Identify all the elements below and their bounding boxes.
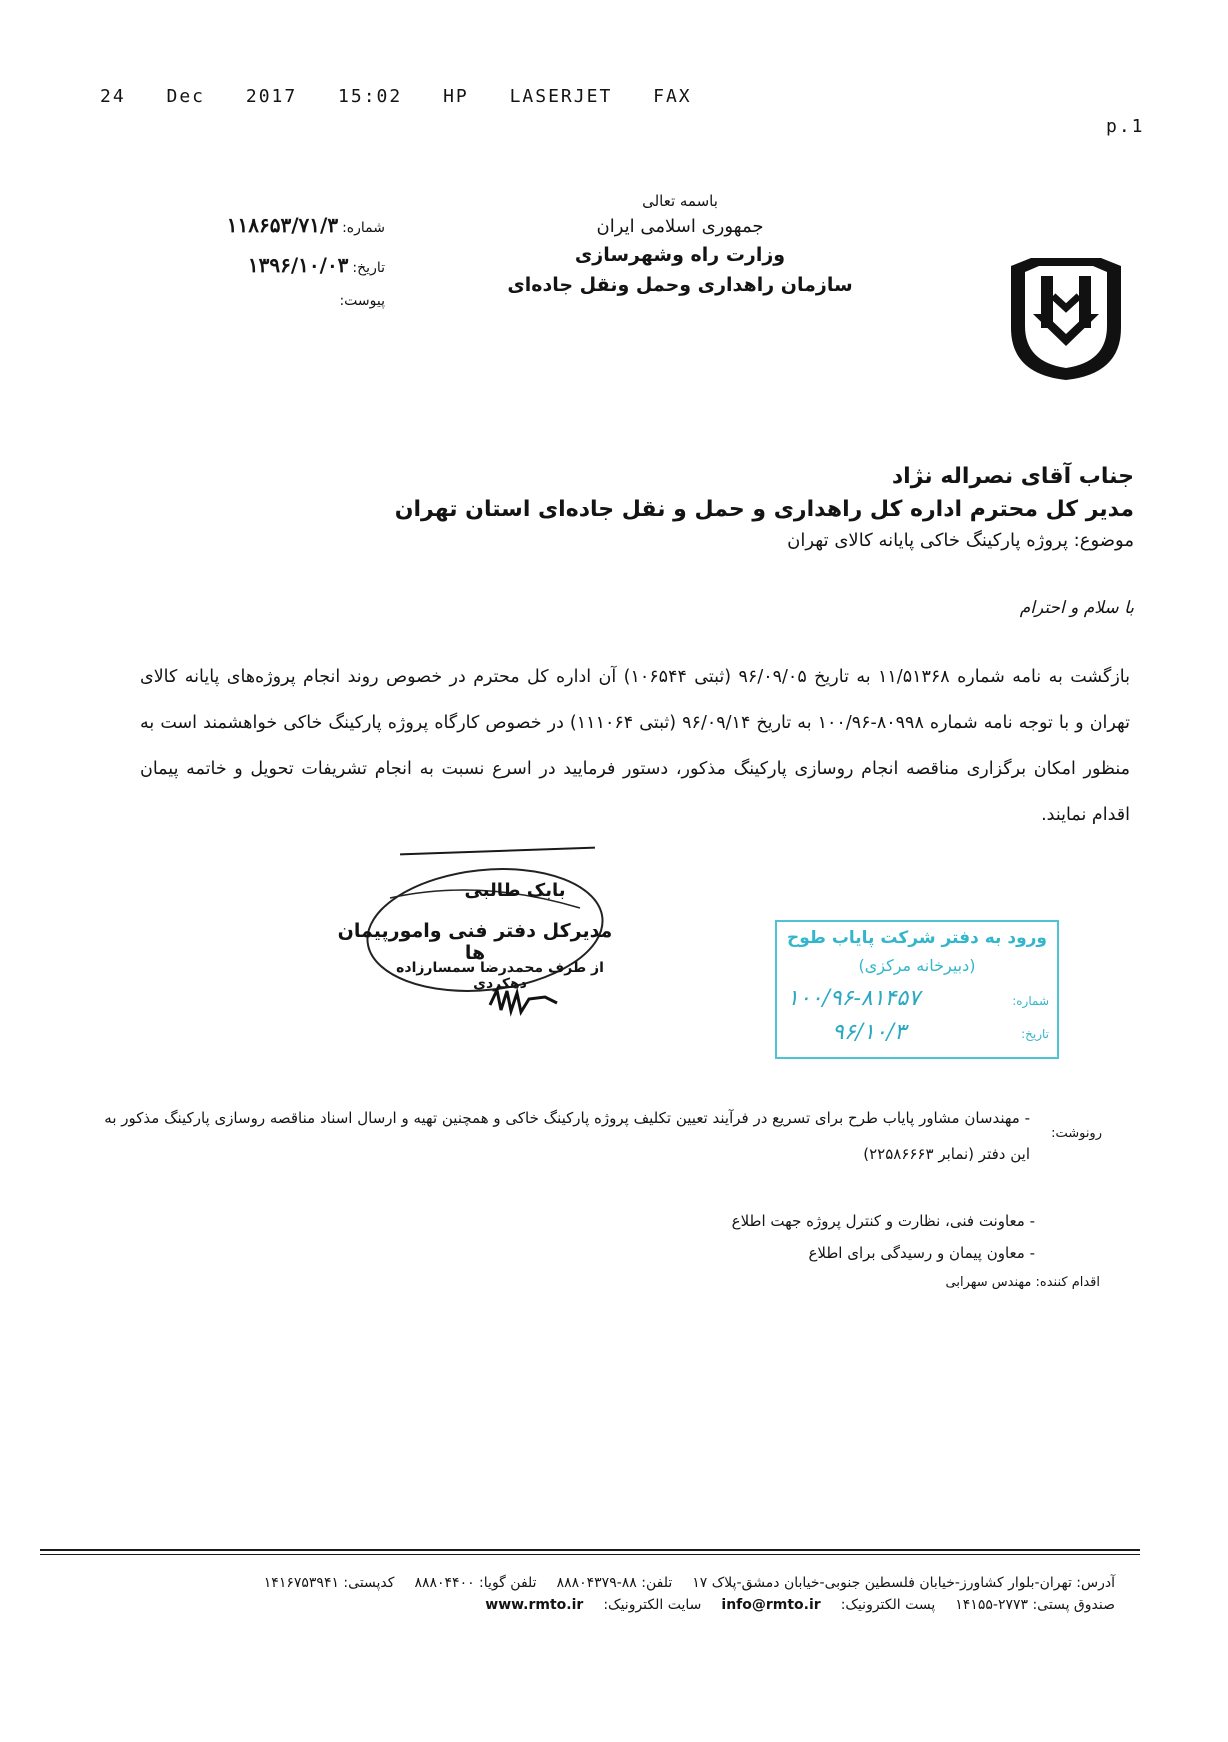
- footer-email-label: پست الکترونیک:: [840, 1597, 936, 1613]
- meta-date-label: تاریخ:: [352, 260, 385, 276]
- meta-date-row: [180, 253, 385, 293]
- meta-number-value: ۱۱۸۶۵۳/۷۱/۳: [226, 213, 339, 237]
- rmto-logo-icon: [1003, 256, 1129, 382]
- receipt-stamp: [775, 920, 1059, 1059]
- stamp-title: ورود به دفتر شرکت پایاب طوح: [786, 928, 1047, 948]
- letter-subject: موضوع: پروژه پارکینگ خاکی پایانه کالای تهران: [787, 530, 1134, 551]
- stamp-date: ۹۶/۱۰/۳: [832, 1020, 906, 1045]
- ministry-name: وزارت راه وشهرسازی: [574, 244, 786, 267]
- body-paragraph: بازگشت به نامه شماره ۱۱/۵۱۳۶۸ به تاریخ ۹۶/۰۹/۰۵ (ثبتی ۱۰۶۵۴۴) آن اداره کل محترم در خصوص روند انجام پروژه‌های پایانه کالای تهران و با توجه نامه شماره ۸۰۹۹۸-۱۰۰/۹۶ به تاریخ ۹۶/۰۹/۱۴ (ثبتی ۱۱۱۰۶۴) در خصوص کارگاه پروژه پارکینگ خاکی خواهشمند است به منظور امکان برگزاری مناقصه انجام روسازی پارکینگ مذکور، دستور فرمایید در اسرع نسبت به انجام تشریفات تحویل و خاتمه پیمان اقدام نمایند.: [140, 667, 1130, 825]
- organization-name: سازمان راهداری وحمل ونقل جاده‌ای: [507, 273, 853, 296]
- signatory-title: مدیرکل دفتر فنی وامورپیمان ها: [337, 920, 613, 964]
- meta-number-label: شماره:: [342, 220, 385, 236]
- stamp-date-label: تاریخ:: [1021, 1027, 1049, 1041]
- letter-body: [140, 608, 1130, 838]
- fax-timestamp: 24 Dec 2017 15:02: [100, 86, 403, 107]
- footer-po-box: صندوق پستی: ۲۷۷۳-۱۴۱۵۵: [955, 1597, 1115, 1613]
- greeting: با سلام و احترام: [1019, 598, 1134, 618]
- footer-postal-code: کدپستی: ۱۴۱۶۷۵۳۹۴۱: [263, 1575, 395, 1591]
- stamp-number: ۱۰۰/۹۶-۸۱۴۵۷: [787, 986, 921, 1011]
- cc-item-1: - مهندسان مشاور پایاب طرح برای تسریع در فرآیند تعیین تکلیف پروژه پارکینگ خاکی و همچنین تهیه و ارسال اسناد مناقصه روسازی پارکینگ مذکور به این دفتر (نمابر ۲۲۵۸۶۶۶۳): [104, 1109, 1030, 1163]
- footer-voice-phone: تلفن گویا: ۸۸۸۰۴۴۰۰: [414, 1575, 537, 1591]
- recipient-title: مدیر کل محترم اداره کل راهداری و حمل و نقل جاده‌ای استان تهران: [394, 497, 1134, 522]
- footer-row-1: [110, 1575, 1115, 1591]
- recipient-block: [150, 460, 1134, 557]
- fax-device: HP LASERJET FAX: [443, 86, 692, 107]
- footer-row-2: [110, 1597, 1115, 1613]
- meta-enclosure-label: پیوست:: [339, 293, 385, 309]
- footer-address: آدرس: تهران-بلوار کشاورز-خیابان فلسطین جنوبی-خیابان دمشق-پلاک ۱۷: [692, 1575, 1115, 1591]
- signature-line: [400, 847, 595, 856]
- cc-item-3: - معاون پیمان و رسیدگی برای اطلاع: [808, 1244, 1035, 1262]
- meta-enclosure-row: [180, 293, 385, 333]
- stamp-subtitle: (دبیرخانه مرکزی): [858, 956, 976, 975]
- meta-number-row: [180, 213, 385, 253]
- letter-meta: [180, 213, 385, 333]
- bismillah: باسمه تعالی: [642, 192, 718, 210]
- meta-date-value: ۱۳۹۶/۱۰/۰۳: [247, 253, 349, 277]
- footer-website-link[interactable]: www.rmto.ir: [485, 1597, 584, 1613]
- letter-footer: [110, 1575, 1115, 1619]
- signatory-on-behalf: از طرف محمدرضا سمسارزاده دهکردی: [396, 960, 604, 992]
- fax-page-number: p.1: [1106, 116, 1145, 137]
- footer-phone: تلفن: ۸۸-۸۸۸۰۴۳۷۹: [556, 1575, 673, 1591]
- footer-rule-top: [40, 1549, 1140, 1551]
- stamp-number-label: شماره:: [1012, 994, 1049, 1008]
- recipient-name: جناب آقای نصراله نژاد: [891, 464, 1134, 489]
- fax-header: [100, 86, 692, 107]
- letterhead: [470, 190, 890, 300]
- footer-website-label: سایت الکترونیک:: [603, 1597, 702, 1613]
- signatory-name: بابک طالبی: [464, 880, 566, 901]
- footer-rule-bottom: [40, 1554, 1140, 1555]
- cc-action-by: اقدام کننده: مهندس سهرابی: [945, 1275, 1100, 1290]
- signature-scribble-icon: [485, 985, 565, 1020]
- cc-item-2: - معاونت فنی، نظارت و کنترل پروژه جهت اطلاع: [731, 1212, 1035, 1230]
- cc-label: رونوشت:: [1051, 1126, 1102, 1141]
- footer-email-link[interactable]: info@rmto.ir: [721, 1597, 821, 1613]
- republic-name: جمهوری اسلامی ایران: [596, 216, 764, 238]
